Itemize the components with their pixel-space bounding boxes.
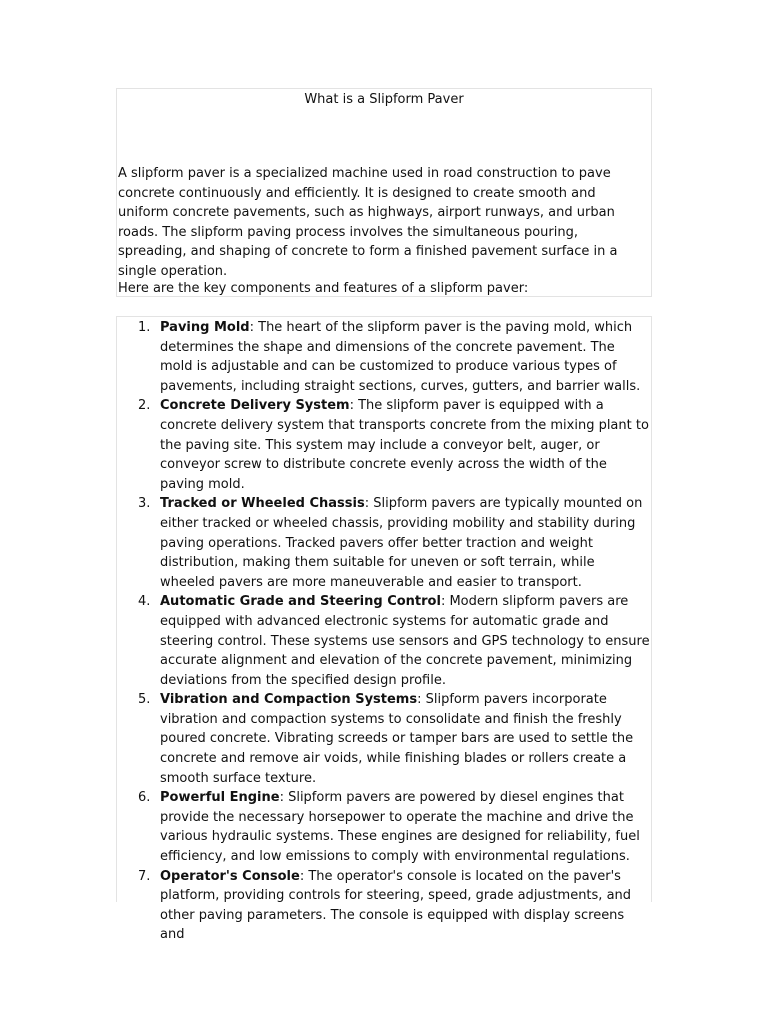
list-item bbox=[117, 318, 653, 396]
list-item bbox=[117, 396, 653, 494]
list-item bbox=[117, 788, 653, 866]
list-item bbox=[117, 494, 653, 592]
item-text: : Slipform pavers incorporate vibration and compaction systems to consolidate and finish the freshly poured concrete. Vibrating screeds or tamper bars are used to settle the concrete and remove air voids, while finishing blades or rollers create a smooth surface texture. bbox=[160, 692, 634, 786]
intro-section bbox=[116, 88, 652, 297]
item-text: : Slipform pavers are powered by diesel engines that provide the necessary horsepower to operate the machine and drive the various hydraulic systems. These engines are designed for reliability, fuel efficiency, and low emissions to comply with environmental regulations. bbox=[160, 790, 640, 865]
item-number: 3. bbox=[138, 496, 151, 512]
list-item bbox=[117, 690, 653, 788]
item-title: Concrete Delivery System bbox=[160, 398, 350, 414]
item-number: 6. bbox=[138, 790, 151, 806]
list-item bbox=[117, 867, 653, 945]
item-number: 7. bbox=[138, 868, 151, 884]
item-title: Operator's Console bbox=[160, 868, 300, 884]
item-text: : The heart of the slipform paver is the paving mold, which determines the shape and dimensions of the concrete pavement. The mold is adjustable and can be customized to produce various types of pavements, including straight sections, curves, gutters, and barrier walls. bbox=[160, 320, 641, 394]
item-number: 1. bbox=[138, 320, 151, 335]
item-title: Vibration and Compaction Systems bbox=[160, 692, 418, 708]
item-text: : The operator's console is located on the paver's platform, providing controls for steering, speed, grade adjustments, and other paving parameters. The console is equipped with display screens and bbox=[160, 868, 632, 943]
list-item bbox=[117, 592, 653, 690]
document-title: What is a Slipform Paver bbox=[304, 92, 464, 107]
item-title: Tracked or Wheeled Chassis bbox=[160, 496, 365, 512]
components-section bbox=[116, 316, 652, 943]
item-number: 5. bbox=[138, 692, 151, 708]
item-text: : Slipform pavers are typically mounted on either tracked or wheeled chassis, providing mobility and stability during paving operations. Tracked pavers offer better traction and weight distribution, making them suitable for uneven or soft terrain, while wheeled pavers are more maneuverable and easier to transport. bbox=[160, 496, 643, 590]
intro-paragraph: A slipform paver is a specialized machine used in road construction to pave concrete continuously and efficiently. It is designed to create smooth and uniform concrete pavements, such as highways, airport runways, and urban roads. The slipform paving process involves the simultaneous pouring, spreading, and shaping of concrete to form a finished pavement surface in a single operation. bbox=[118, 166, 618, 279]
item-number: 2. bbox=[138, 398, 151, 414]
item-text: : The slipform paver is equipped with a concrete delivery system that transports concrete from the mixing plant to the paving site. This system may include a conveyor belt, auger, or conveyor screw to distribute concrete evenly across the width of the paving mold. bbox=[160, 398, 649, 492]
item-title: Powerful Engine bbox=[160, 790, 280, 806]
item-title: Automatic Grade and Steering Control bbox=[160, 594, 441, 610]
list-intro: Here are the key components and features of a slipform paver: bbox=[118, 281, 529, 296]
components-list bbox=[117, 318, 653, 945]
item-number: 4. bbox=[138, 594, 151, 610]
item-text: : Modern slipform pavers are equipped with advanced electronic systems for automatic grade and steering control. These systems use sensors and GPS technology to ensure accurate alignment and elevation of the concrete pavement, minimizing deviations from the specified design profile. bbox=[160, 594, 650, 688]
item-title: Paving Mold bbox=[160, 320, 250, 335]
